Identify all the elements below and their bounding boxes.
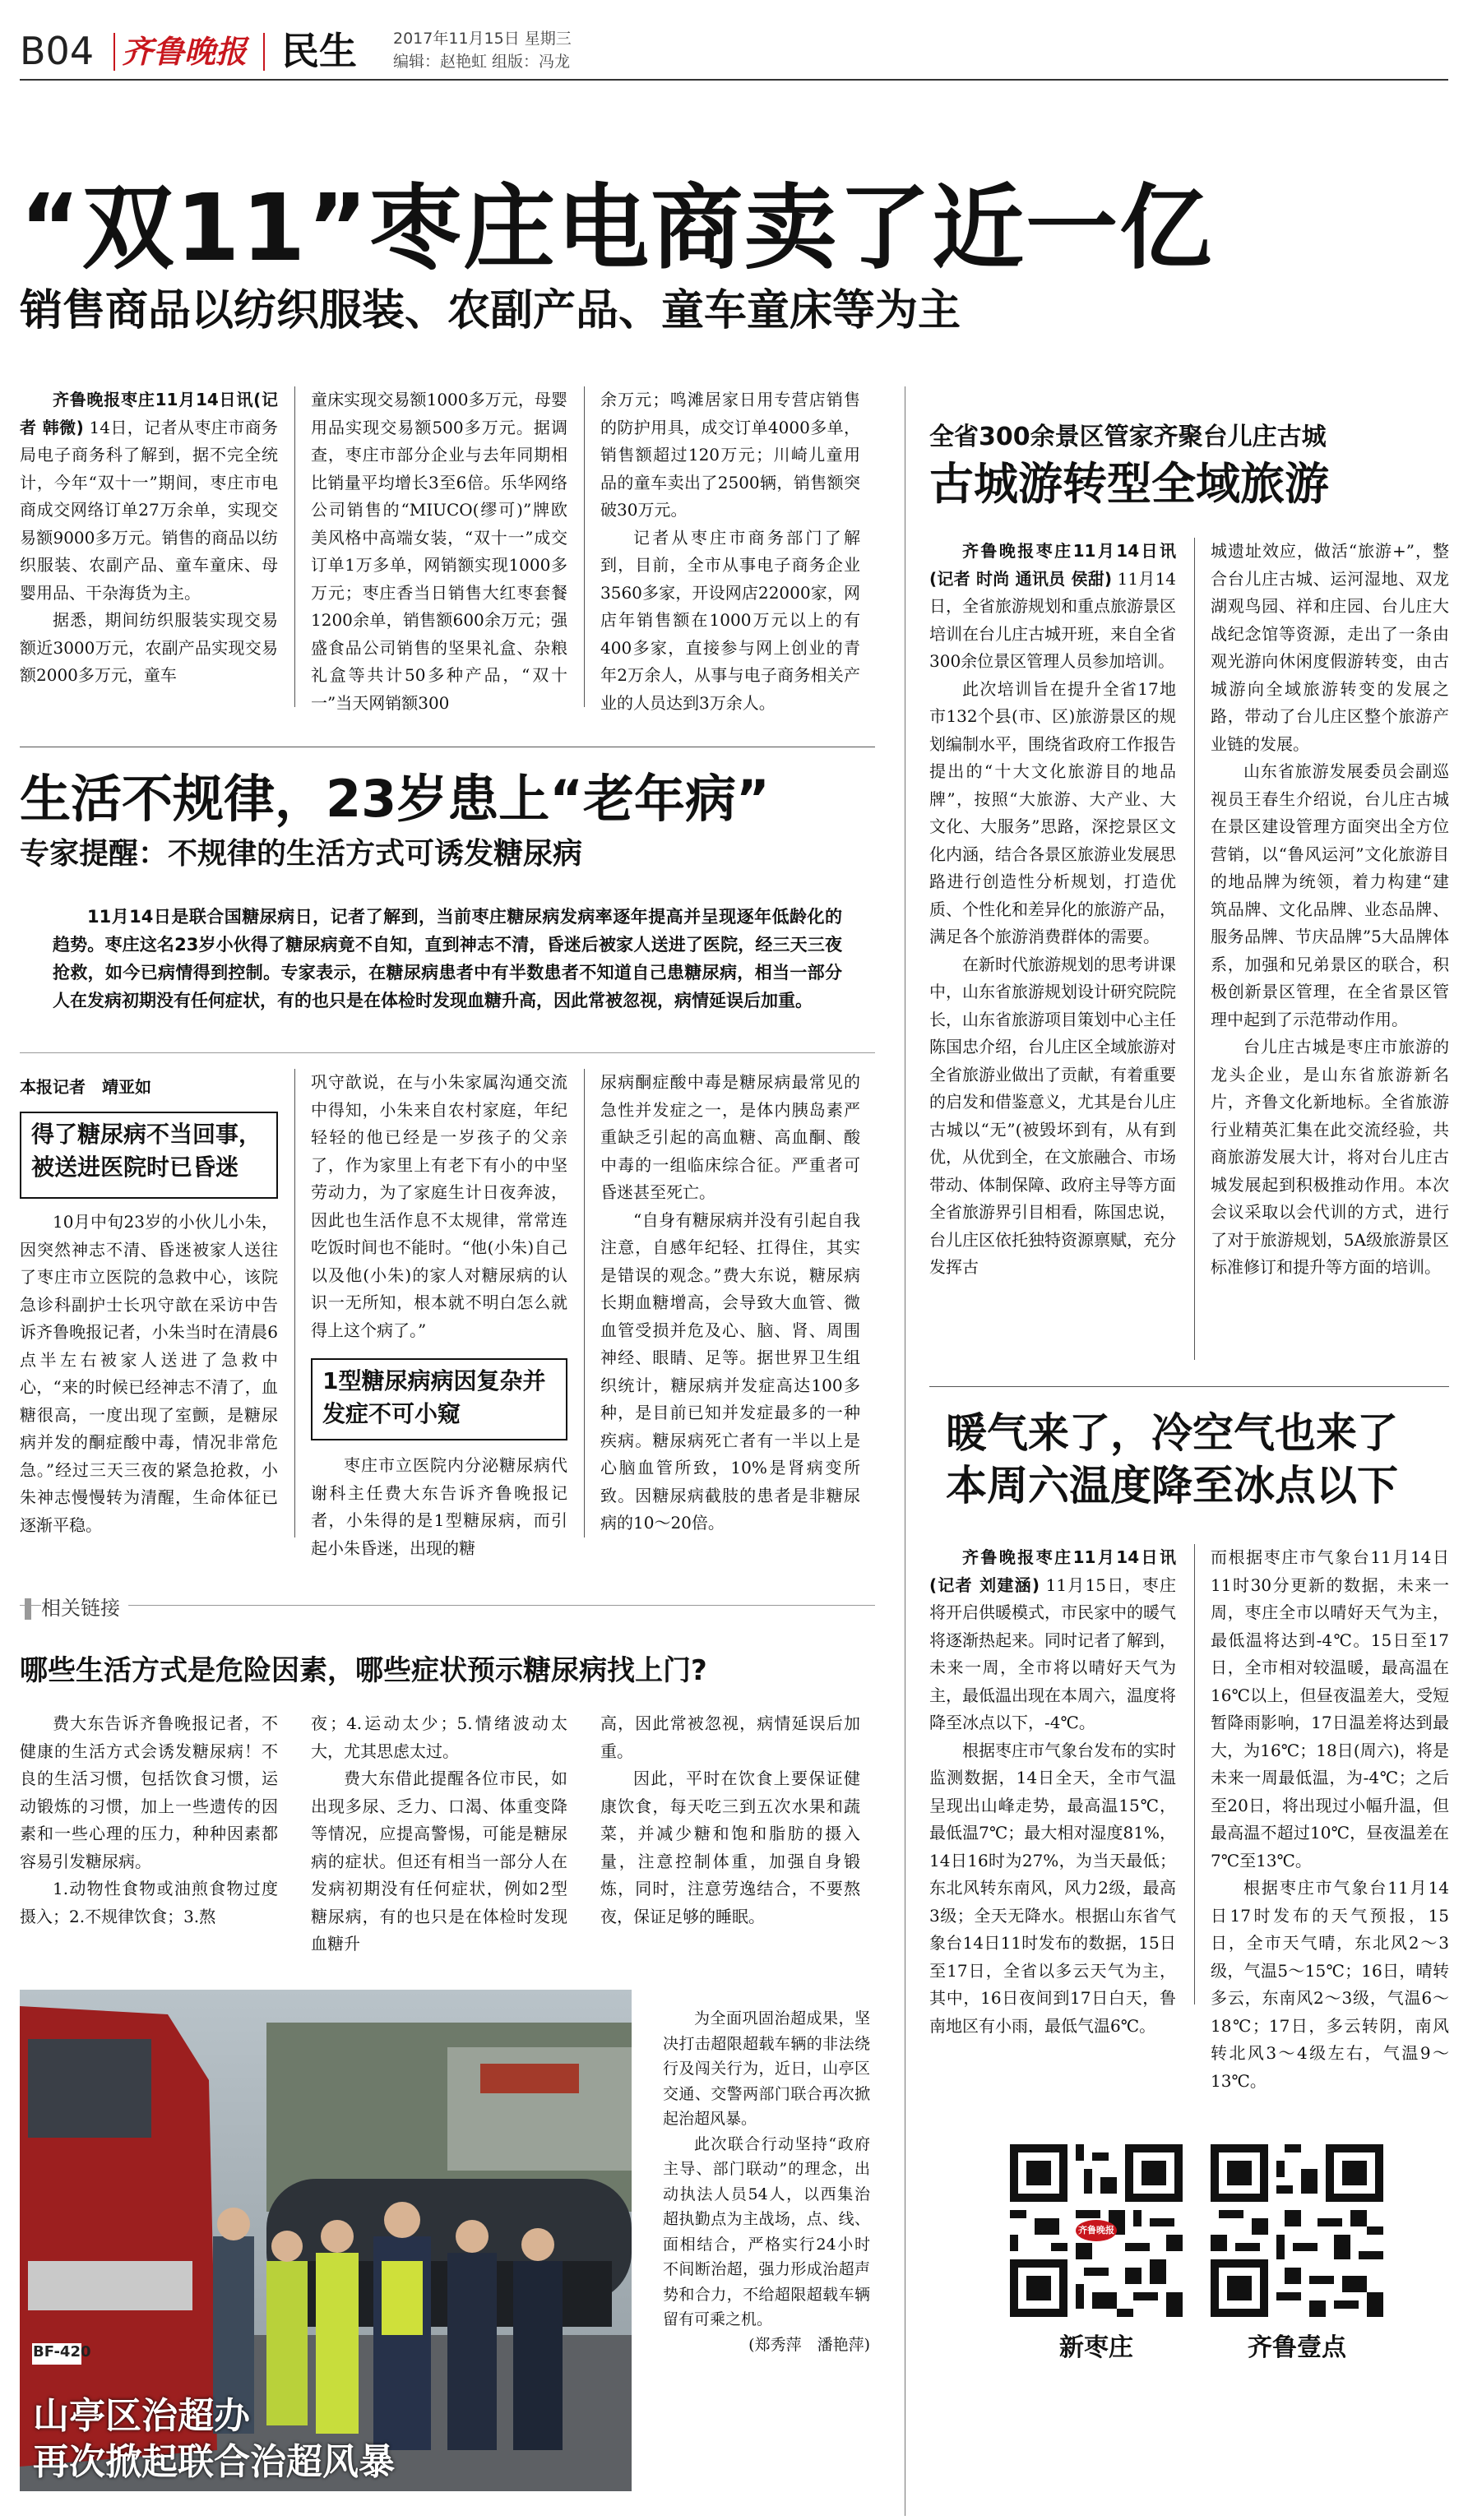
article4-col1-p2: 根据枣庄市气象台发布的实时监测数据，14日全天，全市气温呈现出山峰走势，最高温15℃，最低温7℃；最大相对湿度81%，14日16时为27%，为当天最低；东北风转东南风，风力2级，最高3级；全天无降水。根据山东省气象台14日11时发布的数据，15日至17日，全省以多云天气为主，其中，16日夜间到17日白天，鲁南地区有小雨，最低气温6℃。 [929,1740,1176,2036]
article2-col1 [20,1209,278,1539]
article1-col1-p1: 14日，记者从枣庄市商务局电子商务科了解到，据不完全统计，今年“双十一”期间，枣庄市电商成交网络订单27万余单，实现交易额9000多万元。销售的商品以纺织服装、农副产品、童车童床、母婴用品、干杂海货为主。 [20,417,279,603]
article1-col1-p2: 据悉，期间纺织服装实现交易额近3000万元，农副产品实现交易额2000多万元，童车 [20,610,278,685]
sidebar-link-title: 哪些生活方式是危险因素，哪些症状预示糖尿病找上门? [20,1654,707,1687]
photo-story-p2: 此次联合行动坚持“政府主导、部门联动”的理念，出动执法人员54人，以西集治超执勤点为主战场，点、线、面相结合，严格实行24小时不间断治超，强力形成治超声势和合力，不给超限超载车辆留有可乘之机。 [663,2134,870,2328]
article3-col1-p1: 11月14日，全省旅游规划和重点旅游景区培训在台儿庄古城开班，来自全省300余位景区管理人员参加培训。 [929,568,1177,671]
article3-bottom-rule [929,1386,1449,1387]
photo-story-byline: (郑秀萍 潘艳萍) [748,2335,870,2354]
article4-title-2: 本周六温度降至冰点以下 [946,1462,1398,1510]
sidebar-link-col3-p1: 高，因此常被忽视，病情延误后加重。 [600,1713,860,1761]
article3-col2 [1211,538,1449,1282]
column-rule [1194,538,1195,1360]
photo-story-p1: 为全面巩固治超成果，坚决打击超限超载车辆的非法绕行及闯关行为，近日，山亭区交通、交警两部门联合再次掀起治超风暴。 [663,2009,870,2128]
sidebar-link-col2-p1: 夜；4.运动太少；5.情绪波动太大，尤其思虑太过。 [311,1713,567,1761]
qr-code-xinzaozhuang[interactable] [1010,2144,1183,2317]
article1-col3-p1: 余万元；鸣滩居家日用专营店销售的防护用具，成交订单4000多单，销售额超过120万元；川崎儿童用品的童车卖出了2500辆，销售额突破30万元。 [600,390,860,520]
article4-title-1: 暖气来了，冷空气也来了 [946,1409,1398,1457]
article2-byline: 本报记者 靖亚如 [20,1077,151,1097]
sidebar-link-label: 相关链接 [41,1595,128,1621]
editors: 编辑：赵艳虹 组版：冯龙 [393,53,571,71]
article3-col2-p3: 台儿庄古城是枣庄市旅游的龙头企业，是山东省旅游新名片，齐鲁文化新地标。全省旅游行业精英汇集在此交流经验，共商旅游发展大计，将对台儿庄古城发展起到积极推动作用。本次会议采取以会代训的方式，进行了对于旅游规划，5A级旅游景区标准修订和提升等方面的培训。 [1211,1037,1449,1277]
article3-kicker: 全省300余景区管家齐聚台儿庄古城 [929,423,1327,451]
article3-col1-p2: 此次培训旨在提升全省17地市132个县(市、区)旅游景区的规划编制水平，围绕省政府工作报告提出的“十大文化旅游目的地品牌”，按照“大旅游、大产业、大文化、大服务”思路，深挖景区文化内涵，结合各景区旅游业发展思路进行创造性分析规划，打造优质、个性化和差异化的旅游产品，满足各个旅游消费群体的需要。 [929,678,1176,946]
article4-col1-p1: 11月15日，枣庄将开启供暖模式，市民家中的暖气将逐渐热起来。同时记者了解到，未来一周，全市将以晴好天气为主，最低温出现在本周六，温度将降至冰点以下，-4℃。 [929,1574,1177,1732]
photo-caption-1: 山亭区治超办 [33,2395,250,2437]
article2-lead [53,903,842,1015]
article1-col3-p2: 记者从枣庄市商务部门了解到，目前，全市从事电子商务企业3560多家，开设网店22000家，网店年销售额在1000万元以上的有400多家，直接参与网上创业的青年2万余人，从事与电子商务相关产业的人员达到3万余人。 [600,527,860,713]
column-rule [584,1069,585,1537]
article2-lead-text: 11月14日是联合国糖尿病日，记者了解到，当前枣庄糖尿病发病率逐年提高并呈现逐年低龄化的趋势。枣庄这名23岁小伙得了糖尿病竟不自知，直到神志不清，昏迷后被家人送进了医院，经三天三夜抢救，如今已病情得到控制。专家表示，在糖尿病患者中有半数患者不知道自己患糖尿病，相当一部分人在发病初期没有任何症状，有的也只是在体检时发现血糖升高，因此常被忽视，病情延误后加重。 [53,907,842,1010]
article1-subtitle: 销售商品以纺织服装、农副产品、童车童床等为主 [20,286,961,335]
sidebar-link-col1 [20,1710,278,1930]
article4-dateline: 齐鲁晚报枣庄11月14日讯(记者 刘建涵) [929,1547,1176,1595]
qr-pattern-2 [1211,2144,1383,2317]
article1-col2 [311,386,567,717]
sidebar-link-col1-p1: 费大东告诉齐鲁晚报记者，不健康的生活方式会诱发糖尿病！不良的生活习惯，包括饮食习惯，运动锻炼的习惯，加上一些遗传的因素和一些心理的压力，种种因素都容易引发糖尿病。 [20,1713,278,1871]
article1-col2-text: 童床实现交易额1000多万元，母婴用品实现交易额500多万元。据调查，枣庄市部分企业与去年同期相比销量平均增长3至6倍。乐华网络公司销售的“MIUCO(缪可)”牌欧美风格中高端女装，“双十一”成交订单1万多单，网销额实现1000多万元；枣庄香当日销售大红枣套餐1200余单，销售额600余万元；强盛食品公司销售的坚果礼盒、杂粮礼盒等共计50多种产品，“双十一”当天网销额300 [311,390,567,713]
sidebar-link-col2-p2: 费大东借此提醒各位市民，如出现多尿、乏力、口渴、体重变降等情况，应提高警惕，可能是糖尿病的症状。但还有相当一部分人在发病初期没有任何症状，例如2型糖尿病，有的也只是在体检时发现血糖升 [311,1769,567,1954]
article1-col1 [20,386,278,690]
article2-col2-text: 巩守歆说，在与小朱家属沟通交流中得知，小朱来自农村家庭，年纪轻轻的他已经是一岁孩子的父亲了，作为家里上有老下有小的中坚劳动力，为了家庭生计日夜奔波，因此也生活作息不太规律，常常连吃饭时间也不能时。“他(小朱)自己以及他(小朱)的家人对糖尿病的认识一无所知，根本就不明白怎么就得上这个病了。” [311,1072,567,1340]
masthead-divider [113,33,115,71]
article3-col2-p2: 山东省旅游发展委员会副巡视员王春生介绍说，台儿庄古城在景区建设管理方面突出全方位营销，以“鲁风运河”文化旅游目的地品牌为统领，着力构建“建筑品牌、文化品牌、业态品牌、服务品牌、节庆品牌”5大品牌体系，加强和兄弟景区的联合，积极创新景区管理，在全省景区管理中起到了示范带动作用。 [1211,761,1449,1029]
photo-story [663,2006,870,2357]
article2-col2b [311,1452,567,1562]
qr-code-qilu-yidian[interactable] [1211,2144,1383,2317]
masthead-divider-2 [263,33,265,71]
column-rule [584,386,585,707]
article4-col1 [929,1544,1176,2040]
news-photo [20,1990,632,2491]
section-name: 民生 [281,29,357,73]
masthead-rule [20,79,1448,81]
qr-logo: 齐鲁晚报 [1076,2220,1117,2241]
article3-col2-p1: 城遗址效应，做活“旅游+”，整合台儿庄古城、运河湿地、双龙湖观鸟园、祥和庄园、台儿庄大战纪念馆等资源，走出了一条由观光游向休闲度假游转变，由古城游向全域旅游转变的发展之路，带动了台儿庄区整个旅游产业链的发展。 [1211,541,1449,754]
article3-col1 [929,538,1176,1282]
article4-col2-p2: 根据枣庄市气象台11月14日17时发布的天气预报，15日，全市天气晴，东北风2～3级，气温5～15℃；16日，晴转多云，东南风2～3级，气温6～18℃；17日，多云转阴，南风转北风3～4级左右，气温9～13℃。 [1211,1878,1449,2091]
column-rule [294,1069,295,1537]
issue-date: 2017年11月15日 星期三 [393,30,572,48]
article3-title: 古城游转型全域旅游 [929,458,1329,510]
photo-caption-2: 再次掀起联合治超风暴 [33,2441,395,2483]
sidebar-link-rule [20,1605,875,1606]
article2-col3-p1: 尿病酮症酸中毒是糖尿病最常见的急性并发症之一，是体内胰岛素严重缺乏引起的高血糖、高血酮、酸中毒的一组临床综合征。严重者可昏迷甚至死亡。 [600,1072,860,1202]
article3-dateline: 齐鲁晚报枣庄11月14日讯(记者 时尚 通讯员 侯甜) [929,541,1176,589]
paper-logo: 齐鲁晚报 [122,33,248,70]
article4-col2 [1211,1544,1449,2095]
article2-col1-text: 10月中旬23岁的小伙儿小朱，因突然神志不清、昏迷被家人送往了枣庄市立医院的急救中心，该院急诊科副护士长巩守歆在采访中告诉齐鲁晚报记者，小朱当时在清晨6点半左右被家人送进了急救中心，“来的时候已经神志不清了，血糖很高，一度出现了室颤，是糖尿病并发的酮症酸中毒，情况非常危急。”经过三天三夜的紧急抢救，小朱神志慢慢转为清醒，生命体征已逐渐平稳。 [20,1212,278,1535]
article2-col2b-text: 枣庄市立医院内分泌糖尿病代谢科主任费大东告诉齐鲁晚报记者，小朱得的是1型糖尿病，而引起小朱昏迷，出现的糖 [311,1455,567,1558]
photo-truck-code: BF-420 [33,2343,91,2360]
article4-col2-p1: 而根据枣庄市气象台11月14日11时30分更新的数据，未来一周，枣庄全市以晴好天气为主，最低温将达到-4℃。15日至17日，全市相对较温暖，最高温在16℃以上，但昼夜温差大，受短暂降雨影响，17日温差将达到最大，为16℃；18日(周六)，将是未来一周最低温，为-4℃；之后至20日，将出现过小幅升温，但最高温不超过10℃，昼夜温差在7℃至13℃。 [1211,1547,1449,1870]
sidebar-link-col1-p2: 1.动物性食物或油煎食物过度摄入；2.不规律饮食；3.熬 [20,1879,278,1926]
article1-title: “双11”枣庄电商卖了近一亿 [20,175,1214,282]
sidebar-link-col3 [600,1710,860,1930]
sidebar-link-col3-p2: 因此，平时在饮食上要保证健康饮食，每天吃三到五次水果和蔬菜，并减少糖和饱和脂肪的摄入量，注意控制体重，加强自身锻炼，同时，注意劳逸结合，不要熬夜，保证足够的睡眠。 [600,1769,860,1926]
qr-label-qilu-yidian: 齐鲁壹点 [1248,2333,1346,2362]
article2-subtitle: 专家提醒：不规律的生活方式可诱发糖尿病 [20,837,583,871]
page-number: B04 [20,29,95,73]
article2-col3 [600,1069,860,1537]
article2-subhead-2: 1型糖尿病病因复杂并发症不可小窥 [311,1358,567,1440]
article2-lead-rule [20,1052,875,1053]
article2-subhead-1: 得了糖尿病不当回事，被送进医院时已昏迷 [20,1112,278,1199]
qr-label-xinzaozhuang: 新枣庄 [1059,2333,1133,2362]
sidebar-link-col2 [311,1710,567,1958]
column-rule [1194,1544,1195,2004]
column-rule [294,386,295,707]
article2-title: 生活不规律，23岁患上“老年病” [20,769,770,829]
sidebar-link-label-box [25,1598,31,1620]
article1-col3 [600,386,860,717]
article3-col1-p3: 在新时代旅游规划的思考讲课中，山东省旅游规划设计研究院院长，山东省旅游项目策划中心主任陈国忠介绍，台儿庄区全域旅游对全省旅游业做出了贡献，有着重要的启发和借鉴意义，尤其是台儿庄古城以“无”(被毁坏到有，从有到优，从优到全，在文旅融合、市场带动、体制保障、政府主导等方面全省旅游界引目相看，陈国忠说，台儿庄区依托独特资源禀赋，充分发挥古 [929,954,1176,1277]
article2-col3-p2: “自身有糖尿病并没有引起自我注意，自感年纪轻、扛得住，其实是错误的观念。”费大东说，糖尿病长期血糖增高，会导致大血管、微血管受损并危及心、脑、肾、周围神经、眼睛、足等。据世界卫生组织统计，糖尿病并发症高达100多种，是目前已知并发症最多的一种疾病。糖尿病死亡者有一半以上是心脑血管所致，10%是肾病变所致。因糖尿病截肢的患者是非糖尿病的10～20倍。 [600,1209,860,1533]
article2-col2 [311,1069,567,1344]
article1-dateline: 齐鲁晚报枣庄11月14日讯(记者 韩微) [20,390,278,437]
